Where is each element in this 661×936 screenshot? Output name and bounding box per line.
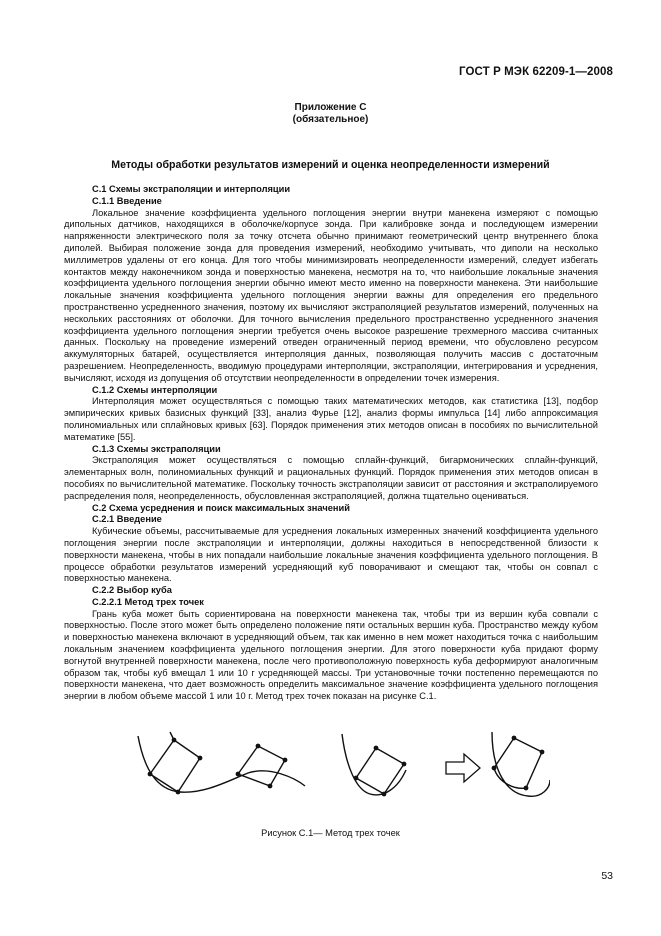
vertex-point (512, 736, 517, 741)
section-heading: С.1 Схемы экстраполяции и интерполяции (92, 184, 291, 194)
vertex-point (172, 738, 177, 743)
figure-left-panel (138, 732, 305, 792)
subsection-heading: С.2.2 Выбор куба (92, 585, 172, 596)
vertex-point (382, 792, 387, 797)
paragraph: Локальное значение коэффициента удельного поглощения энергии внутри манекена измеряют с помощью дипольных датчиков, находящихся в оболочке/корпусе зонда. При калибровке зонда и последующем измерении напряженности электрического поля за точку отсчета обычно принимают геометрический центр внутреннего блока диполей. Выбирая положение зонда для проведения измерений, необходимо учитывать, что диполи на несколько миллиметров удалены от его конца. Для того чтобы минимизировать неопределенности измерений, следует избегать контактов между наконечником зонда и поверхностью манекена, несмотря на то, что наибольшие локальные значения коэффициента удельного поглощения энергии обычно имеют место именно на поверхности манекена. Эти наибольшие локальные значения коэффициента удельного поглощения энергии важны для определения его предельного пространственно усредненного значения, поэтому их вычисляют экстраполяцией результатов измерений, полученных на нескольких расстояниях от оболочки. Для точного вычисления предельного пространственно усредненного значения коэффициента удельного поглощения энергии требуется очень высокое разрешение трехмерного массива считанных данных. Поскольку на проведение измерений отведен ограниченный период времени, что обусловлено ресурсом аккумуляторных батарей, осуществляется интерполяция данных, позволяющая получить массив с достаточным разрешением. Неопределенность, вводимую процедурами интерполяции, экстраполяции, интегрирования и усреднения, вычисляют, исходя из допущения об отсутствии неопределенности в определении точек измерения. (64, 207, 598, 383)
vertex-point (268, 784, 273, 789)
subsection-heading: С.2.2.1 Метод трех точек (92, 596, 204, 607)
cube-square-2 (238, 746, 285, 786)
paragraph: Интерполяция может осуществляться с помощью таких математических методов, как статистика [13], подбор эмпирических кривых базисных функций [33], анализ Фурье [12], анализ формы импульса [14] либо аппроксимация полиномиальных или сплайновых кривых [63]. Порядок применения этих методов описан в пособиях по вычислительной математике [55]. (64, 396, 598, 442)
figure-middle-panel (342, 734, 406, 795)
vertex-point (198, 756, 203, 761)
vertex-point (524, 786, 529, 791)
subsection-heading: С.1.2 Схемы интерполяции (92, 384, 218, 395)
vertex-point (492, 766, 497, 771)
phantom-surface-curve (342, 734, 406, 795)
vertex-point (256, 744, 261, 749)
arrow-icon (446, 754, 480, 782)
page-title: Методы обработки результатов измерений и оценка неопределенности измерений (111, 159, 550, 171)
appendix-subtitle: (обязательное) (292, 114, 369, 125)
cube-square-3 (356, 748, 404, 794)
vertex-point (354, 776, 359, 781)
vertex-point (374, 746, 379, 751)
section-heading: С.2 Схема усреднения и поиск максимальных значений (92, 502, 350, 513)
vertex-point (540, 750, 545, 755)
subsection-heading: С.1.1 Введение (92, 195, 162, 206)
subsection-heading: С.2.1 Введение (92, 514, 162, 525)
vertex-point (283, 758, 288, 763)
paragraph: Экстраполяция может осуществляться с помощью сплайн-функций, бигармонических сплайн-функций, элементарных волн, полиномиальных функций и рациональных функций. Порядок применения этих методов описан в пособиях по вычислительной математике. Поскольку точность экстраполяции зависит от расстояния и экстраполируемого распределения поля, неопределенность, обусловленная экстраполяцией, должна тщательно оцениваться. (64, 455, 598, 501)
vertex-point (176, 790, 181, 795)
standard-header: ГОСТ Р МЭК 62209-1—2008 (459, 66, 613, 78)
body-text (64, 184, 598, 703)
figure-three-point-method (130, 728, 550, 826)
subsection-heading: С.1.3 Схемы экстраполяции (92, 443, 221, 454)
phantom-surface-curve (138, 736, 305, 792)
vertex-point (148, 772, 153, 777)
paragraph: Кубические объемы, рассчитываемые для усреднения локальных измеренных значений коэффициента удельного поглощения энергии после экстраполяции и интерполяции, должны находиться в непосредственной близости к поверхности манекена, чтобы в них попадали наибольшие локальные значения коэффициента удельного поглощения. В процессе обработки результатов измерений усредняющий куб поворачивают и смещают так, чтобы он совпал с поверхностью манекена. (64, 526, 598, 584)
appendix-title: Приложение С (294, 102, 367, 113)
page-number: 53 (601, 870, 613, 882)
paragraph: Грань куба может быть сориентирована на поверхности манекена так, чтобы три из вершин куба совпали с поверхностью. После этого может быть определено положение пяти остальных вершин куба. Пространство между кубом и поверхностью манекена включают в усредняющий объем, так как именно в нем может находиться точка с наибольшим локальным значением коэффициента удельного поглощения энергии. Для этого поверхности куба придают форму вогнутой внутренней поверхности манекена, после чего противоположную поверхность куба деформируют аналогичным образом так, чтобы куб вмещал 1 или 10 г усредняющей массы. Три установочные точки постепенно перемещаются по поверхности манекена, что дает возможность определить максимальное значение коэффициента удельного поглощения энергии в любом объеме массой 1 или 10 г. Метод трех точек показан на рисунке С.1. (64, 608, 598, 702)
vertex-point (402, 762, 407, 767)
figure-caption: Рисунок С.1— Метод трех точек (261, 828, 400, 838)
figure-right-panel (492, 732, 550, 796)
cube-square-1 (150, 740, 200, 792)
deformed-cube (494, 738, 542, 788)
vertex-point (236, 772, 241, 777)
